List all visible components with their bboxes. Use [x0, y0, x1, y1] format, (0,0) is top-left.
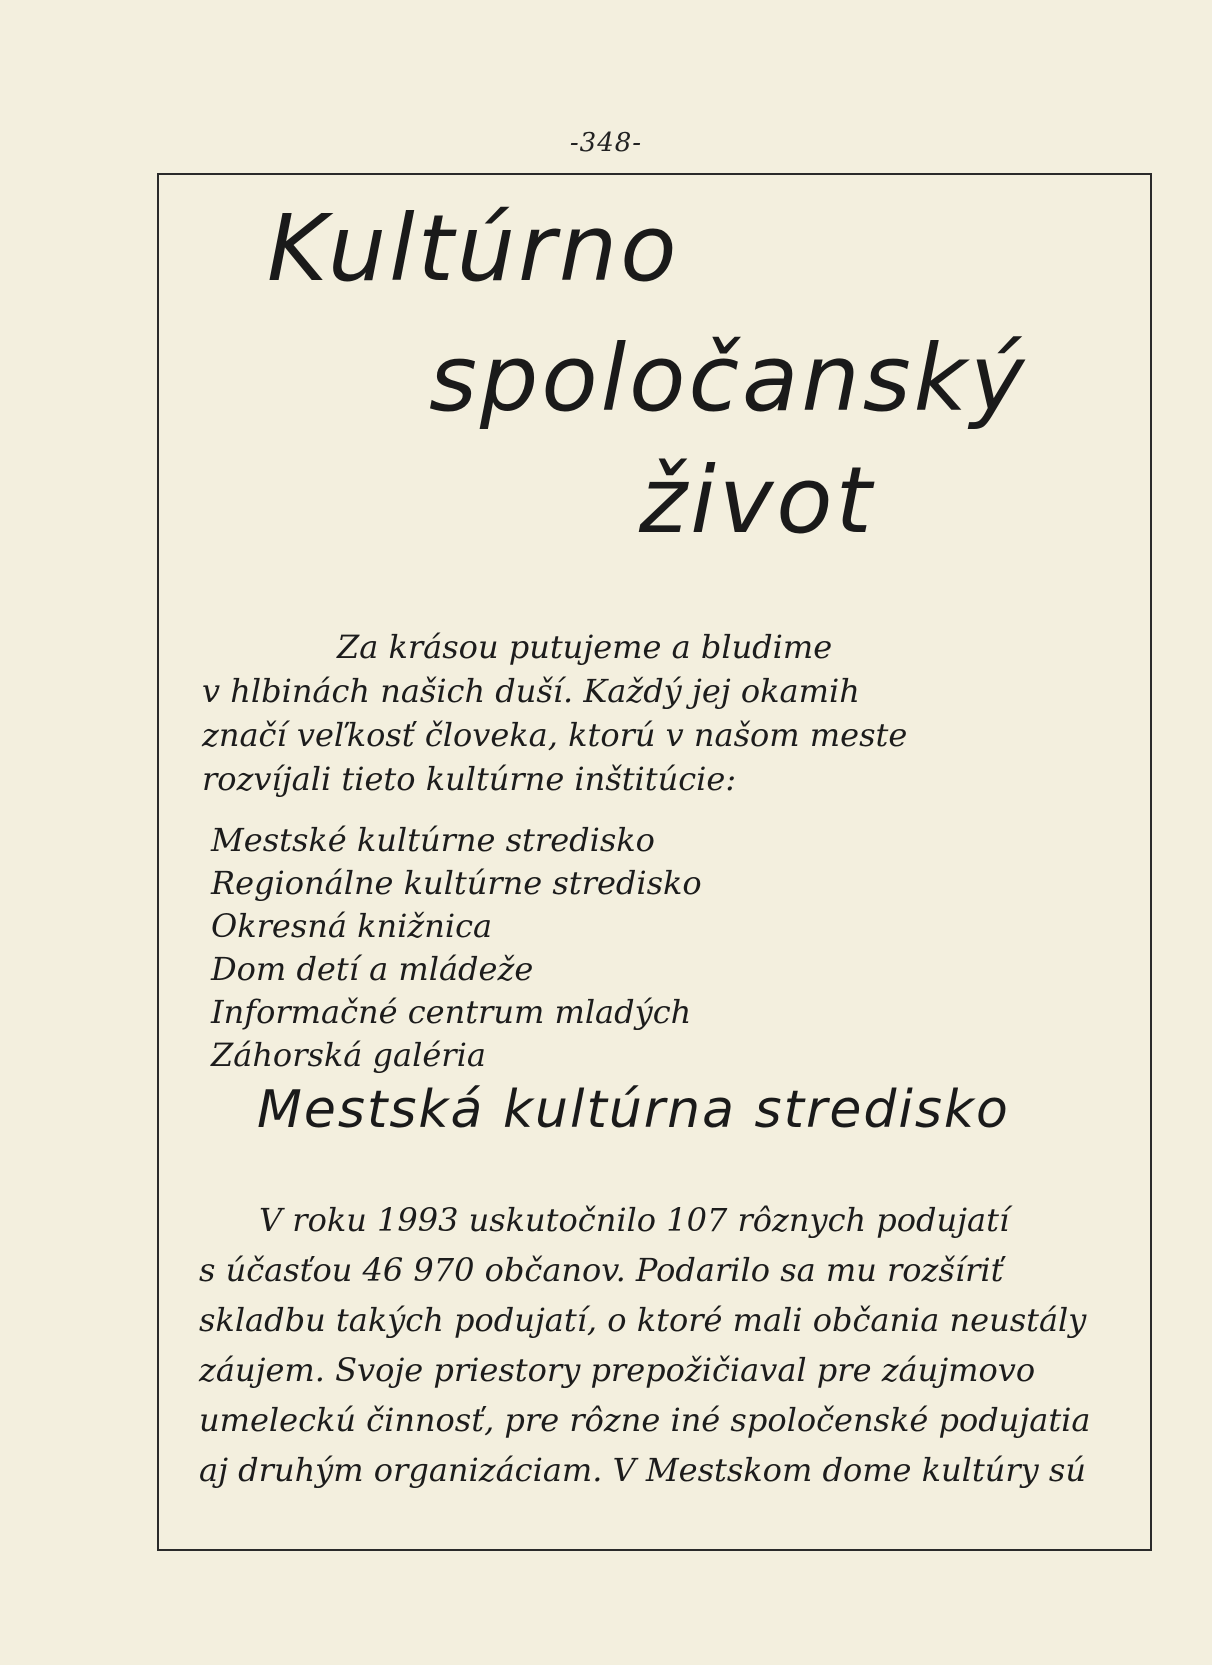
intro-line: značí veľkosť človeka, ktorú v našom meste: [202, 716, 908, 754]
body-line: s účasťou 46 970 občanov. Podarilo sa mu rozšíriť: [199, 1251, 1004, 1289]
title-line-1: Kultúrno: [267, 195, 680, 302]
list-item: Dom detí a mládeže: [211, 950, 534, 988]
body-line: umeleckú činnosť, pre rôzne iné spoločenské podujatia: [199, 1401, 1091, 1439]
intro-line: Za krásou putujeme a bludime: [337, 628, 833, 666]
institution-list: [211, 819, 702, 1077]
intro-line: rozvíjali tieto kultúrne inštitúcie:: [202, 760, 737, 798]
list-item: Regionálne kultúrne stredisko: [211, 864, 702, 902]
section-heading: Mestská kultúrna stredisko: [257, 1080, 1010, 1140]
title-line-2: spoločanský: [429, 325, 1028, 432]
body-line: V roku 1993 uskutočnilo 107 rôznych podujatí: [259, 1201, 1010, 1239]
intro-line: v hlbinách našich duší. Každý jej okamih: [202, 672, 860, 710]
body-line: aj druhým organizáciam. V Mestskom dome kultúry sú: [199, 1451, 1086, 1489]
list-item: Mestské kultúrne stredisko: [211, 821, 655, 859]
body-line: skladbu takých podujatí, o ktoré mali občania neustály: [199, 1301, 1087, 1339]
list-item: Informačné centrum mladých: [211, 993, 692, 1031]
body-paragraph: [199, 1195, 1090, 1495]
page-number: -348-: [569, 128, 643, 158]
list-item: Záhorská galéria: [211, 1036, 486, 1074]
list-item: Okresná knižnica: [211, 907, 493, 945]
intro-paragraph: [202, 625, 907, 801]
body-line: záujem. Svoje priestory prepožičiaval pre záujmovo: [199, 1351, 1036, 1389]
content-frame: [157, 173, 1152, 1551]
title-line-3: život: [639, 447, 875, 554]
